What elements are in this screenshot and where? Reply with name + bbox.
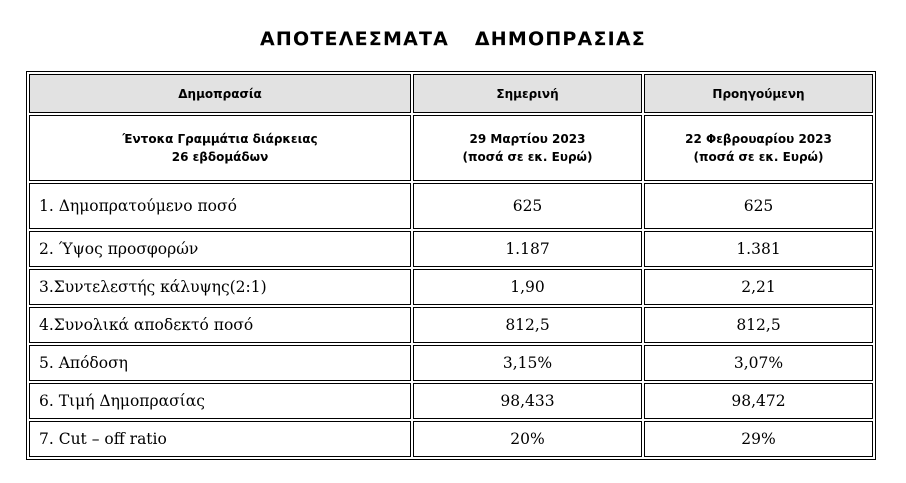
row-label: 1. Δημοπρατούμενο ποσό (29, 183, 411, 229)
row-current-value: 625 (413, 183, 642, 229)
row-label: 5. Απόδοση (29, 345, 411, 381)
row-current-value: 98,433 (413, 383, 642, 419)
table-subheader-row (29, 115, 873, 181)
row-previous-value: 625 (644, 183, 873, 229)
row-current-value: 1.187 (413, 231, 642, 267)
row-label: 4.Συνολικά αποδεκτό ποσό (29, 307, 411, 343)
table-row (29, 383, 873, 419)
current-units: (ποσά σε εκ. Ευρώ) (462, 150, 593, 164)
header-previous: Προηγούμενη (644, 74, 873, 113)
table-row (29, 183, 873, 229)
row-current-value: 20% (413, 421, 642, 457)
subheader-previous-date (644, 115, 873, 181)
row-previous-value: 812,5 (644, 307, 873, 343)
row-previous-value: 1.381 (644, 231, 873, 267)
row-current-value: 812,5 (413, 307, 642, 343)
row-current-value: 3,15% (413, 345, 642, 381)
row-previous-value: 3,07% (644, 345, 873, 381)
table-header-row (29, 74, 873, 113)
table-row (29, 307, 873, 343)
row-current-value: 1,90 (413, 269, 642, 305)
auction-results-table (26, 71, 876, 460)
row-previous-value: 98,472 (644, 383, 873, 419)
table-row (29, 269, 873, 305)
previous-date: 22 Φεβρουαρίου 2023 (685, 132, 832, 146)
row-label: 2. Ύψος προσφορών (29, 231, 411, 267)
header-current: Σημερινή (413, 74, 642, 113)
row-label: 3.Συντελεστής κάλυψης(2:1) (29, 269, 411, 305)
previous-units: (ποσά σε εκ. Ευρώ) (693, 150, 824, 164)
current-date: 29 Μαρτίου 2023 (469, 132, 586, 146)
table-row (29, 231, 873, 267)
row-label: 7. Cut – off ratio (29, 421, 411, 457)
table-row (29, 345, 873, 381)
row-label: 6. Τιμή Δημοπρασίας (29, 383, 411, 419)
page-title: ΑΠΟΤΕΛΕΣΜΑΤΑ ΔΗΜΟΠΡΑΣΙΑΣ (260, 28, 646, 50)
row-previous-value: 2,21 (644, 269, 873, 305)
subheader-current-date (413, 115, 642, 181)
instrument-line-1: Έντοκα Γραμμάτια διάρκειας (122, 132, 318, 146)
header-auction: Δημοπρασία (29, 74, 411, 113)
instrument-line-2: 26 εβδομάδων (171, 150, 269, 164)
row-previous-value: 29% (644, 421, 873, 457)
table-row (29, 421, 873, 457)
subheader-instrument (29, 115, 411, 181)
